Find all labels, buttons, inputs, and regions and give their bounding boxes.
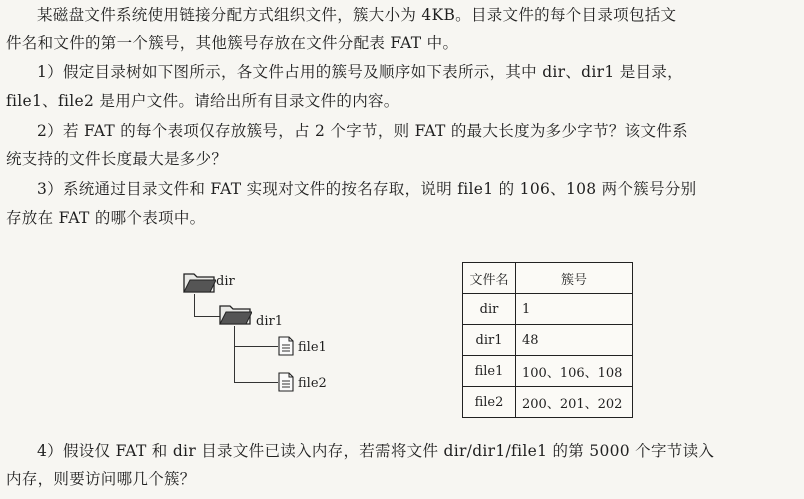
tree-node-dir1: dir1 — [256, 314, 283, 329]
table-cell-clusters: 1 — [516, 294, 633, 325]
q1-line-1: 1）假定目录树如下图所示，各文件占用的簇号及顺序如下表所示，其中 dir、dir1 是目录， — [37, 63, 683, 81]
table-row — [463, 325, 633, 356]
intro-line-1: 某磁盘文件系统使用链接分配方式组织文件，簇大小为 4KB。目录文件的每个目录项包括文 — [37, 6, 677, 24]
q2-line-1: 2）若 FAT 的每个表项仅存放簇号，占 2 个字节，则 FAT 的最大长度为多少字节？该文件系 — [37, 122, 688, 140]
q2-line-2: 统支持的文件长度最大是多少？ — [6, 150, 228, 168]
q3-line-1: 3）系统通过目录文件和 FAT 实现对文件的按名存取，说明 file1 的 106、108 两个簇号分别 — [37, 180, 697, 198]
tree-node-file1: file1 — [298, 340, 327, 355]
table-row — [463, 387, 633, 418]
file-icon — [278, 336, 294, 356]
q4-line-2: 内存，则要访问哪几个簇？ — [6, 470, 196, 488]
table-cell-clusters: 100、106、108 — [516, 356, 633, 387]
table-header-clusters: 簇号 — [516, 263, 633, 294]
table-cell-name: dir — [463, 294, 516, 325]
cluster-table — [462, 262, 633, 418]
table-cell-name: file2 — [463, 387, 516, 418]
tree-node-root: dir — [216, 274, 235, 289]
table-cell-name: dir1 — [463, 325, 516, 356]
folder-icon — [182, 268, 216, 294]
table-cell-clusters: 200、201、202 — [516, 387, 633, 418]
table-row — [463, 356, 633, 387]
q4-line-1: 4）假设仅 FAT 和 dir 目录文件已读入内存，若需将文件 dir/dir1/file1 的第 5000 个字节读入 — [37, 442, 715, 460]
table-header-row — [463, 263, 633, 294]
directory-tree — [170, 262, 430, 422]
table-row — [463, 294, 633, 325]
table-cell-name: file1 — [463, 356, 516, 387]
q1-line-2: file1、file2 是用户文件。请给出所有目录文件的内容。 — [6, 92, 400, 110]
table-header-filename: 文件名 — [463, 263, 516, 294]
q3-line-2: 存放在 FAT 的哪个表项中。 — [6, 209, 206, 227]
table-cell-clusters: 48 — [516, 325, 633, 356]
file-icon — [278, 372, 294, 392]
folder-icon — [218, 300, 252, 326]
intro-line-2: 件名和文件的第一个簇号，其他簇号存放在文件分配表 FAT 中。 — [6, 34, 459, 52]
tree-node-file2: file2 — [298, 376, 327, 391]
